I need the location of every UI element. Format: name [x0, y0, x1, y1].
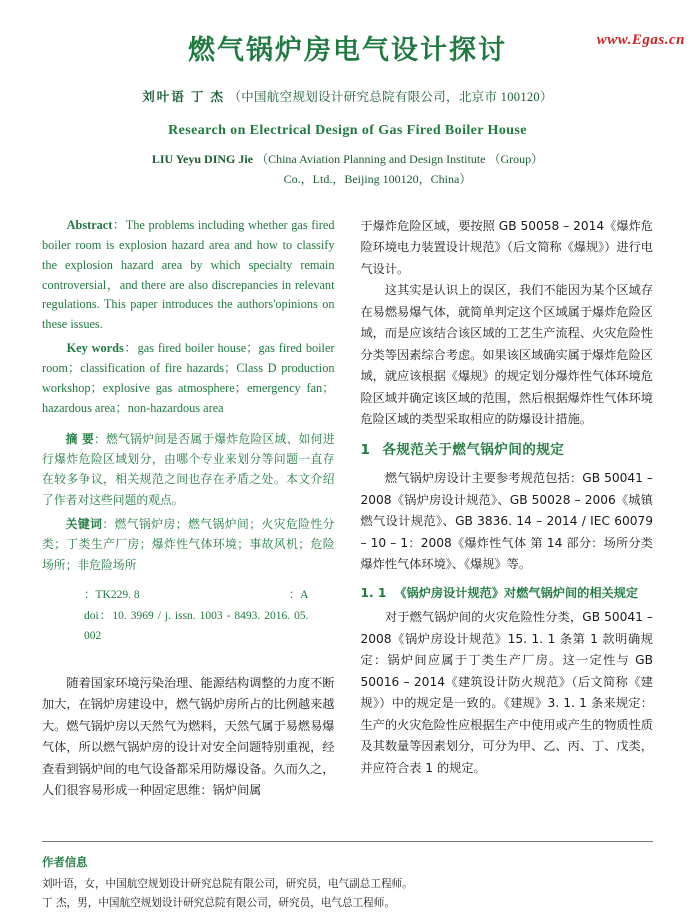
doi-row — [42, 606, 335, 647]
watermark: www.Egas.cn — [596, 32, 685, 48]
article-meta — [42, 585, 335, 647]
page-title-english: Research on Electrical Design of Gas Fired Boiler House — [168, 123, 527, 138]
section-heading-1 — [361, 440, 654, 462]
paragraph: 对于燃气锅炉间的火灾危险性分类，GB 50041 – 2008《锅炉房设计规范》15. 1. 1 条第 1 款明确规定：锅炉间应属于丁类生产厂房。这一定性与 GB 50016 – 2014《建筑设计防火规范》（后文简称《建规》）中的规定是一致的。《建规》3. 1. 1 条来规定：生产的火灾危险性应根据生产中使用或产生的物质性质及其数量等因素划分，可分为甲、乙、丙、丁、戊类，并应符合表 1 的规定。 — [360, 610, 653, 775]
abstract-english-text: ：The problems including whether gas fired boiler room is explosion hazard area and how to classify the explosion hazard area by which specialty remain controversial，and there are also discrepancies in relevant regulations. This paper introduces the authors'opinions on these issues. — [42, 217, 335, 332]
abstract-chinese-text: ：燃气锅炉间是否属于爆炸危险区域、如何进行爆炸危险区域划分，由哪个专业来划分等问题一直存在较多争议，相关规范之间也存在矛盾之处。本文介绍了作者对这些问题的观点。 — [42, 431, 335, 507]
right-column — [361, 216, 654, 802]
authors-english-affiliation-line2: Co.，Ltd.，Beijing 100120，China） — [283, 172, 472, 187]
document-code: ：A — [288, 588, 309, 601]
paper-page — [0, 28, 695, 924]
keywords-english-label: Key words — [66, 341, 124, 356]
paragraph: 燃气锅炉房设计主要参考规范包括：GB 50041 – 2008《锅炉房设计规范》、GB 50028 – 2006《城镇燃气设计规范》、GB 3836. 14 – 2014 / IEC 60079 – 10 – 1：2008《爆炸性气体 第 14 部分：场所分类 爆炸性气体环境》、《爆规》等。 — [360, 471, 653, 572]
keywords-chinese — [42, 514, 335, 575]
subsection-title: 《锅炉房设计规范》对燃气锅炉间的相关规定 — [394, 585, 639, 600]
authors-chinese-affiliation: （中国航空规划设计研究总院有限公司，北京市 100120） — [228, 90, 553, 104]
authors-english — [42, 149, 653, 190]
authors-chinese — [42, 87, 653, 105]
footer-divider — [42, 841, 653, 842]
keywords-chinese-text: ：燃气锅炉房；燃气锅炉间；火灾危险性分类；丁类生产厂房；爆炸性气体环境；事故风机；危险场所；非危险场所 — [42, 516, 335, 572]
section-1-body — [361, 468, 654, 575]
paragraph: 于爆炸危险区域，要按照 GB 50058 – 2014《爆炸危险环境电力装置设计规范》（后文简称《爆规》）进行电气设计。 — [360, 218, 653, 276]
clc-number: ：TK229. 8 — [84, 588, 140, 601]
left-column — [42, 216, 335, 802]
abstract-english-label: Abstract — [66, 217, 113, 232]
paragraph: 随着国家环境污染治理、能源结构调整的力度不断加大，在锅炉房建设中，燃气锅炉房所占的比例越来越大。燃气锅炉房以天然气为燃料，天然气属于易燃易爆气体，所以燃气锅炉房的设计对安全问题特别重视，经查看到锅炉间的电气设备都采用防爆设备。久而久之，人们很容易形成一种固定思维：锅炉间属 — [42, 675, 335, 798]
section-number: 1 — [360, 442, 371, 459]
left-body-text — [42, 673, 335, 802]
section-heading-1-1 — [361, 584, 654, 604]
section-title: 各规范关于燃气锅炉间的规定 — [382, 442, 565, 459]
subsection-number: 1. 1 — [360, 585, 387, 600]
author-info-line: 丁 杰，男，中国航空规划设计研究总院有限公司，研究员，电气总工程师。 — [42, 897, 395, 910]
page-title: 燃气锅炉房电气设计探讨 — [188, 35, 507, 66]
abstract-english — [42, 216, 335, 335]
clc-row — [42, 585, 335, 606]
author-info-title: 作者信息 — [42, 854, 88, 869]
two-column-body — [42, 216, 653, 802]
abstract-chinese — [42, 429, 335, 510]
authors-english-names: LIU Yeyu DING Jie — [151, 152, 254, 166]
keywords-english-text: ：gas fired boiler house；gas fired boiler room；classification of fire hazards；Class D production workshop；explosive gas atmosphere；emergency fan；hazardous area；non-hazardous area — [42, 341, 335, 415]
author-info-footer — [42, 852, 653, 914]
paragraph: 这其实是认识上的误区，我们不能因为某个区域存在易燃易爆气体，就简单判定这个区域属于爆炸危险区域，而是应该结合该区域的工艺生产流程、火灾危险性分类等因素综合考虑。如果该区域确实属于爆炸危险区域，就应该根据《爆规》的规定划分爆炸性气体环境危险区域并确定该区域的范围，然后根据爆炸性气体环境危险区域的类型采取相应的防爆设计措施。 — [360, 283, 654, 426]
authors-english-affiliation-line1: （China Aviation Planning and Design Institute （Group） — [256, 152, 544, 166]
keywords-english — [42, 339, 335, 419]
doi-value: doi：10. 3969 / j. issn. 1003 - 8493. 2016. 05. 002 — [84, 609, 309, 643]
spacer — [42, 647, 335, 673]
abstract-chinese-label: 摘 要 — [65, 431, 95, 446]
authors-chinese-names: 刘叶语 丁 杰 — [142, 90, 225, 104]
keywords-chinese-label: 关键词 — [65, 516, 103, 531]
author-info-line: 刘叶语，女，中国航空规划设计研究总院有限公司，研究员，电气副总工程师。 — [42, 877, 413, 890]
section-1-1-body — [361, 607, 654, 779]
right-body-text — [361, 216, 654, 431]
